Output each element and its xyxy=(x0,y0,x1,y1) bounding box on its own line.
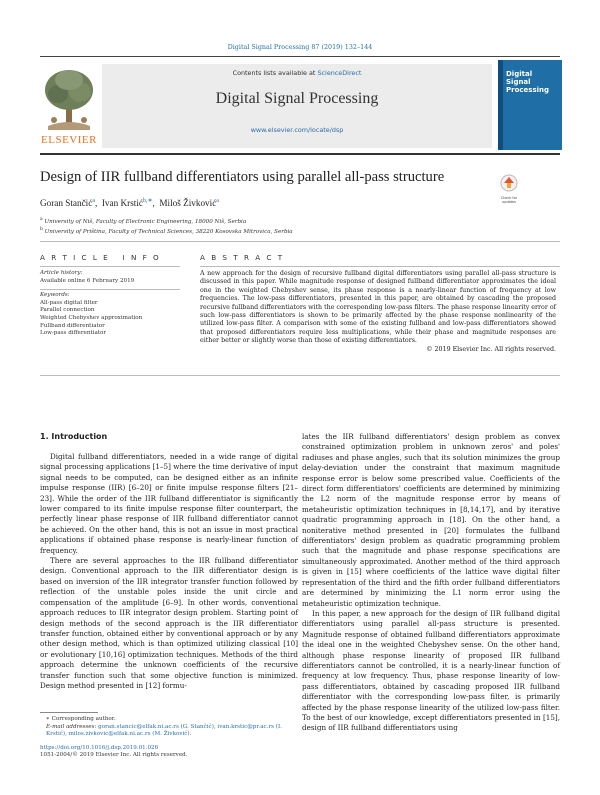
journal-cover xyxy=(498,60,562,150)
abstract-rule xyxy=(200,266,560,267)
affil-rule xyxy=(40,241,560,242)
sciencedirect-link[interactable]: ScienceDirect xyxy=(317,69,362,77)
article-info-rule xyxy=(40,266,180,267)
journal-homepage-link[interactable] xyxy=(102,126,492,134)
journal-reference[interactable]: Digital Signal Processing 87 (2019) 132–144 xyxy=(227,43,373,51)
corresponding-note: ∗ Corresponding author. xyxy=(46,716,116,722)
keywords-label: Keywords: xyxy=(40,292,70,299)
affiliation-a: $^a$ University of Niš, Faculty of Electronic Engineering, 18000 Niš, Serbia xyxy=(40,217,247,225)
author-3-sup[interactable]: a xyxy=(216,198,219,204)
paragraph-right-2: In this paper, a new approach for the design of IIR fullband digital differentiators using parallel all-pass structure is presented. Magnitude response of obtained fullband differentiators approximate the ideal one in the weighted Chebyshev sense. On the other hand, although phase response linearity of proposed IIR fullband differentiators cannot be controlled, it is a nearly-linear function of frequency at low frequency. Thus, phase response linearity of low-pass differentiators, obtained by cascading proposed IIR fullband differentiator with the corresponding low-pass filter, is primarily affected by the phase response linearity of the utilized low-pass filter. To the best of our knowledge, except differentiators presented in [15], design of IIR fullband differentiators using xyxy=(302,608,560,733)
article-title: Design of IIR fullband differentiators using parallel all-pass structure xyxy=(40,169,445,185)
check-for-updates-badge[interactable] xyxy=(498,174,520,204)
author-3: Miloš Živković$^a$ xyxy=(159,198,219,209)
check-updates-icon xyxy=(498,174,520,192)
article-info-heading: A R T I C L E I N F O xyxy=(40,253,161,262)
author-2-sup[interactable]: b,∗ xyxy=(142,198,153,204)
cover-stripe xyxy=(498,60,503,150)
keyword-4: Fullband differentiator xyxy=(40,322,105,329)
article-info xyxy=(40,270,180,338)
author-list: Goran Stančić$^a$, Ivan Krstić$^{b,∗}$, Miloš Živković$^a$ xyxy=(40,198,219,209)
abstract-copyright: © 2019 Elsevier Inc. All rights reserved. xyxy=(426,345,556,353)
right-column xyxy=(302,432,560,734)
history-rule xyxy=(40,289,180,290)
section-title: 1. Introduction xyxy=(40,432,108,441)
history-label: Article history: xyxy=(40,270,83,276)
author-1-sup[interactable]: a xyxy=(92,198,95,204)
header-bottom-rule xyxy=(40,153,560,155)
footnote xyxy=(40,716,298,760)
email-label: E-mail addresses: xyxy=(46,723,97,730)
email-line xyxy=(40,724,298,739)
doi-link[interactable]: https://doi.org/10.1016/j.dsp.2019.01.026 xyxy=(40,744,159,751)
abstract-heading: A B S T R A C T xyxy=(200,253,285,262)
paragraph-left-2: There are several approaches to the IIR fullband differentiator design. Conventional approach to the IIR differentiator design is based on inversion of the IIR integrator transfer function followed by reflection of the unstable poles inside the unit circle and compensation of the amplitude [6–9]. In other words, conventional approach reduces to IIR integrator design problem. Starting point of design methods of the second approach is the IIR differentiator transfer function, obtained either by conventional approach or by any other design method, which is than optimized utilizing classical [10] or evolutionary [10,16] optimization techniques. Methods of the third approach determine the unknown coefficients of the recursive transfer function such that some objective function is minimized. Design method presented in [12] formu- xyxy=(40,556,298,690)
cover-title: Digital Signal Processing xyxy=(506,70,550,94)
journal-banner xyxy=(102,64,492,148)
left-column xyxy=(40,452,298,691)
check-updates-label: Check for updates xyxy=(500,196,518,204)
footnote-rule xyxy=(40,712,98,713)
keyword-5: Low-pass differentiator xyxy=(40,330,107,337)
contents-line xyxy=(102,69,492,77)
email-addresses[interactable]: goran.stancic@elfak.ni.ac.rs (G. Stančić), ivan.krstic@pr.ac.rs (I. Krstić), milos.zivkovic@elfak.ni.ac.rs (M. Živković). xyxy=(46,723,282,738)
abstract-body xyxy=(200,270,556,354)
journal-name: Digital Signal Processing xyxy=(215,90,379,107)
paragraph-left-1: Digital fullband differentiators, needed in a wide range of digital signal processing applications [1–5] where the time derivative of input signal needs to be computed, can be designed either as an infinite impulse response (IIR) [6–20] or finite impulse response filters [21–23]. While the order of the IIR fullband differentiator is significantly lower compared to its finite impulse response filter counterpart, the perfectly linear phase response of IIR fullband differentiator cannot be achieved. On the other hand, this is not an issue in most practical applications if obtained phase response is nearly-linear function of frequency. xyxy=(40,452,298,555)
elsevier-tree-icon xyxy=(40,64,98,134)
keyword-3: Weighted Chebyshev approximation xyxy=(40,314,143,321)
history-text: Available online 6 February 2019 xyxy=(40,277,135,284)
issn-line: 1051-2004/© 2019 Elsevier Inc. All rights reserved. xyxy=(40,752,188,759)
author-1: Goran Stančić$^a$ xyxy=(40,198,95,209)
paragraph-right-1: lates the IIR fullband differentiators' design problem as convex constrained optimization problem in unknown zeros' and poles' radiuses and phase angles, such that its solution minimizes the group delay-deviation under the constraint that maximum magnitude response error is below some prescribed value. Coefficients of the direct form differentiators' coefficients are determined by minimizing the L2 norm of the magnitude response error by means of metaheuristic optimization techniques in [8,14,17], and by iterative quadratic programming approach in [18]. On the other hand, a noniterative method presented in [20] formulates the fullband differentiators' design problem as quadratic programming problem such that the magnitude and phase response specifications are simultaneously approximated. Another method of the third approach is given in [15] where coefficients of the lattice wave digital filter representation of the third and the fifth order fullband differentiators are determined by minimizing the L1 norm error using the metaheuristic optimization technique. xyxy=(302,432,560,608)
keyword-2: Parallel connection xyxy=(40,307,95,314)
keyword-1: All-pass digital filter xyxy=(40,299,98,306)
journal-homepage-text: www.elsevier.com/locate/dsp xyxy=(250,126,344,134)
affiliation-b: $^b$ University of Priština, Faculty of Technical Sciences, 38220 Kosovska Mitrovica, Serbia xyxy=(40,227,293,236)
affiliations xyxy=(40,216,293,237)
abstract-text: A new approach for the design of recursive fullband digital differentiators using parallel all-pass structure is discussed in this paper. While magnitude response of designed fullband differentiator approximates the ideal one in the weighted Chebyshev sense, its phase response is a nearly-linear function of frequency at low frequencies. The low-pass differentiators, presented in this paper, are obtained by cascading the proposed recursive fullband differentiators with the corresponding low-pass filters. The phase response linearity error of such low-pass differentiators is shown to be primarily affected by the phase response nonlinearity of the utilized low-pass filter. A comparison with some of the existing fullband and low-pass differentiators showed that proposed differentiators require less multiplications, while their phase and magnitude responses are either better or slightly worse than those of existing differentiators. xyxy=(200,270,556,345)
abstract-bottom-rule xyxy=(40,375,560,376)
elsevier-wordmark: ELSEVIER xyxy=(41,134,97,146)
header-rule xyxy=(40,56,560,57)
author-2: Ivan Krstić$^{b,∗}$ xyxy=(101,198,153,209)
elsevier-logo xyxy=(40,64,98,148)
contents-prefix: Contents lists available at xyxy=(232,69,318,77)
